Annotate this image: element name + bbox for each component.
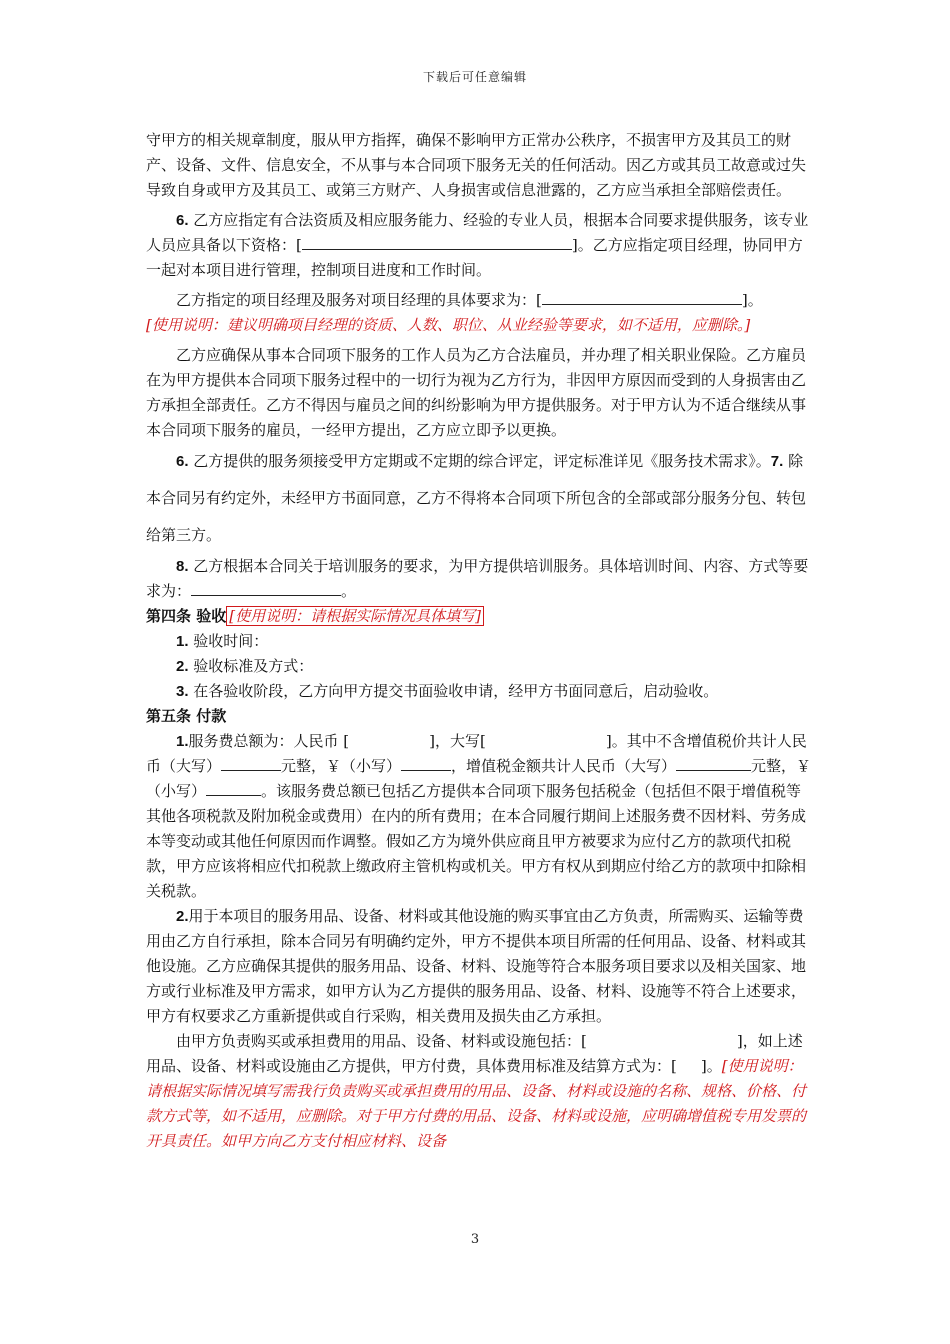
clause-text: ]。其中不含增值税价共计人民币（大写） xyxy=(146,732,807,775)
paragraph-qualifications xyxy=(146,208,812,283)
paragraph-obligations: 守甲方的相关规章制度，服从甲方指挥，确保不影响甲方正常办公秩序，不损害甲方及其员工的财产、设备、文件、信息安全，不从事与本合同项下服务无关的任何活动。因乙方或其员工故意或过失导致自身或甲方及其员工、或第三方财产、人身损害或信息泄露的，乙方应当承担全部赔偿责任。 xyxy=(146,131,807,199)
article-5-heading: 第五条 付款 xyxy=(146,707,227,725)
fill-blank-vat-words[interactable] xyxy=(676,756,751,771)
paragraph-party-a-supplies xyxy=(146,1029,812,1154)
clause-text: 元整，￥（小写） xyxy=(281,757,402,775)
clause-text: 乙方根据本合同关于培训服务的要求，为甲方提供培训服务。具体培训时间、内容、方式等要求为： xyxy=(146,557,809,600)
clause-text: ]。 xyxy=(700,1057,722,1075)
fill-blank-net-words[interactable] xyxy=(221,756,281,771)
paragraph-training xyxy=(146,554,812,604)
fill-blank-manager[interactable] xyxy=(542,290,742,305)
clause-number: 2. xyxy=(176,908,189,925)
acceptance-item xyxy=(146,654,812,679)
clause-number: 1. xyxy=(176,733,189,750)
item-text: 验收标准及方式： xyxy=(188,657,314,675)
usage-note-acceptance: [使用说明：请根据实际情况具体填写] xyxy=(226,606,484,626)
clause-number: 6. xyxy=(176,453,189,470)
clause-text: 用于本项目的服务用品、设备、材料或其他设施的购买事宜由乙方负责，所需购买、运输等费用由乙方自行承担，除本合同另有明确约定外，甲方不提供本项目所需的任何用品、设备、材料或其他设施。乙方应确保其提供的服务用品、设备、材料、设施等符合本服务项目要求以及相关国家、地方或行业标准及甲方需求，如甲方认为乙方提供的服务用品、设备、材料、设施等不符合上述要求，甲方有权要求乙方重新提供或自行采购，相关费用及损失由乙方承担。 xyxy=(146,907,807,1025)
clause-text: 乙方应指定有合法资质及相应服务能力、经验的专业人员，根据本合同要求提供服务，该专业人员应具备以下资格：[ xyxy=(146,211,809,254)
clause-text: 。 xyxy=(341,582,357,600)
fill-blank-qualifications[interactable] xyxy=(302,235,572,250)
clause-number: 7. xyxy=(770,453,784,470)
acceptance-item xyxy=(146,679,812,704)
item-text: 验收时间： xyxy=(188,632,269,650)
paragraph-manager-requirements xyxy=(146,288,812,313)
clause-text: ]，如上述用品、设备、材料或设施由乙方提供，甲方付费，具体费用标准及结算方式为：[ xyxy=(146,1032,803,1075)
clause-text: ]，大写[ xyxy=(429,732,486,750)
article-title: 第四条 验收 xyxy=(146,607,227,625)
fill-blank-training[interactable] xyxy=(191,581,341,596)
usage-note-manager: [使用说明：建议明确项目经理的资质、人数、职位、从业经验等要求，如不适用，应删除。] xyxy=(146,316,751,334)
clause-number: 6. xyxy=(176,212,189,229)
acceptance-item xyxy=(146,629,812,654)
clause-text: 乙方提供的服务须接受甲方定期或不定期的综合评定，评定标准详见《服务技术需求》。 xyxy=(188,452,771,470)
clause-text: 除本合同另有约定外，未经甲方书面同意，乙方不得将本合同项下所包含的全部或部分服务分包、转包给第三方。 xyxy=(146,452,807,544)
paragraph-service-fee xyxy=(146,729,812,904)
clause-text: ]。乙方应指定项目经理，协同甲方一起对本项目进行管理，控制项目进度和工作时间。 xyxy=(146,236,803,279)
clause-text: 服务费总额为：人民币 [ xyxy=(188,732,350,750)
page-header: 下载后可任意编辑 xyxy=(422,70,527,84)
clause-text: 元整，￥（小写） xyxy=(146,757,812,800)
item-text: 在各验收阶段，乙方向甲方提交书面验收申请，经甲方书面同意后，启动验收。 xyxy=(188,682,719,700)
clause-text: ]。 xyxy=(741,291,763,309)
fill-blank-vat-figures[interactable] xyxy=(206,781,261,796)
paragraph-evaluation xyxy=(146,443,812,554)
paragraph-employees: 乙方应确保从事本合同项下服务的工作人员为乙方合法雇员，并办理了相关职业保险。乙方雇员在为甲方提供本合同项下服务过程中的一切行为视为乙方行为，非因甲方原因而受到的人身损害由乙方承担全部责任。乙方不得因与雇员之间的纠纷影响为甲方提供服务。对于甲方认为不适合继续从事本合同项下服务的雇员，一经甲方提出，乙方应立即予以更换。 xyxy=(146,346,807,439)
clause-number: 8. xyxy=(176,558,189,575)
item-number: 1. xyxy=(176,633,189,650)
contract-body xyxy=(146,128,812,1154)
fill-blank-net-figures[interactable] xyxy=(401,756,451,771)
item-number: 2. xyxy=(176,658,189,675)
clause-text: 乙方指定的项目经理及服务对项目经理的具体要求为：[ xyxy=(176,291,542,309)
page-number: 3 xyxy=(470,1232,480,1247)
clause-text: 由甲方负责购买或承担费用的用品、设备、材料或设施包括：[ xyxy=(176,1032,587,1050)
item-number: 3. xyxy=(176,683,189,700)
clause-text: ，增值税金额共计人民币（大写） xyxy=(451,757,677,775)
article-4-heading xyxy=(146,604,812,629)
usage-note-supplies: [使用说明：请根据实际情况填写需我行负责购买或承担费用的用品、设备、材料或设施的名称、规格、价格、付款方式等，如不适用，应删除。对于甲方付费的用品、设备、材料或设施，应明确增值税专用发票的开具责任。如甲方向乙方支付相应材料、设备 xyxy=(146,1057,807,1150)
clause-text: 。该服务费总额已包括乙方提供本合同项下服务包括税金（包括但不限于增值税等其他各项税款及附加税金或费用）在内的所有费用；在本合同履行期间上述服务费不因材料、劳务成本等变动或其他任何原因而作调整。假如乙方为境外供应商且甲方被要求为应付乙方的款项代扣税款，甲方应该将相应代扣税款上缴政府主管机构或机关。甲方有权从到期应付给乙方的款项中扣除相关税款。 xyxy=(146,782,807,900)
paragraph-supplies xyxy=(146,904,812,1029)
